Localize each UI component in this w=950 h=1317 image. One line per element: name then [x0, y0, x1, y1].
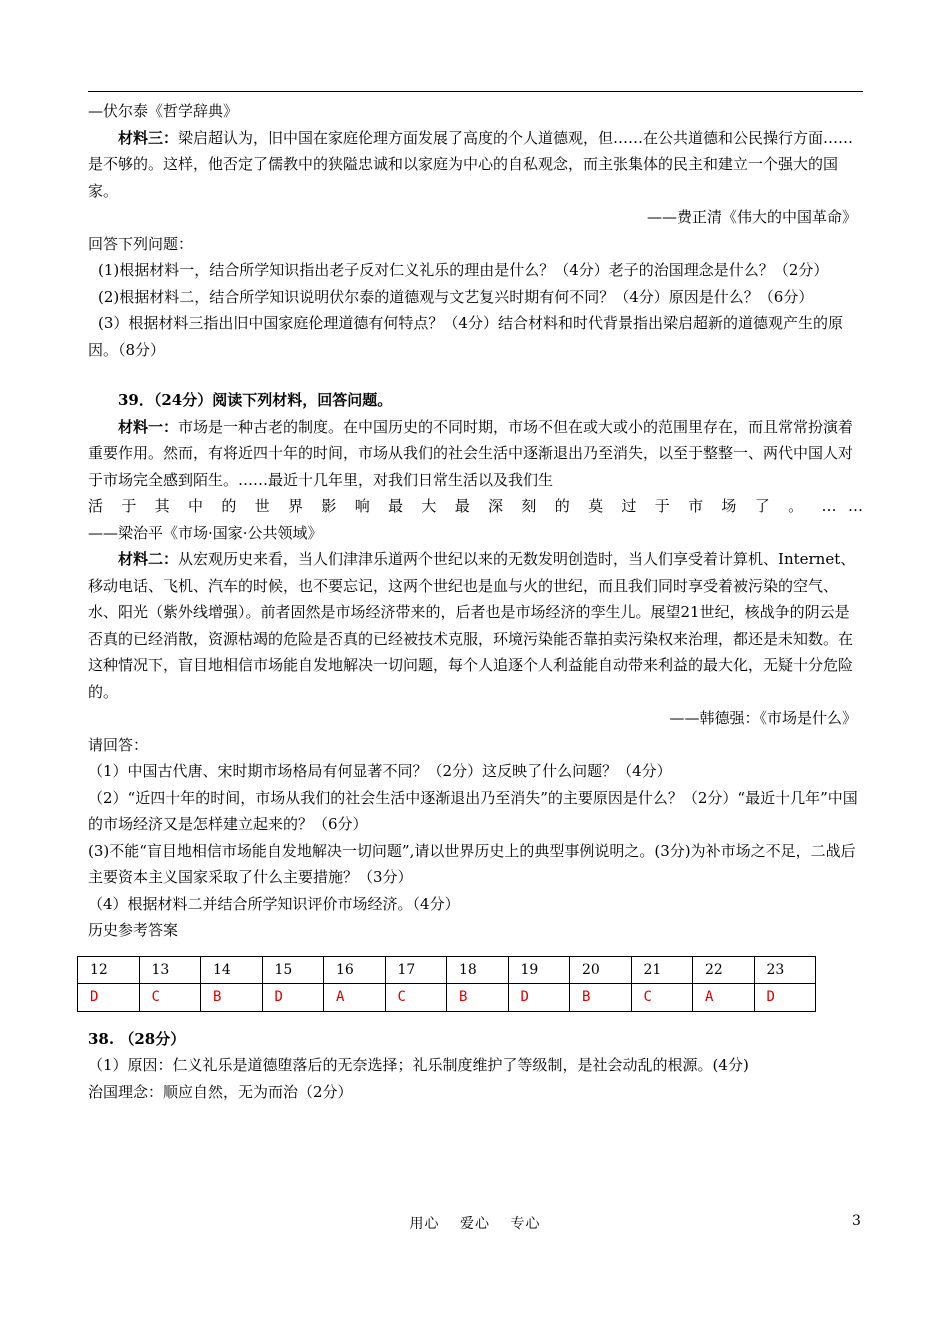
question-38-3: (3）根据材料三指出旧中国家庭伦理道德有何特点？（4分）结合材料和时代背景指出梁启超新的道德观产生的原因。（8分） [88, 314, 843, 359]
answer-letter-row [78, 984, 816, 1012]
material-three-text: 梁启超认为，旧中国在家庭伦理方面发展了高度的个人道德观，但……在公共道德和公民操行方面……是不够的。这样，他否定了儒教中的狭隘忠诚和以家庭为中心的自私观念，而主张集体的民主和建立一个强大的国家。 [88, 128, 854, 200]
answer-38-1: （1）原因：仁义礼乐是道德堕落后的无奈选择；礼乐制度维护了等级制，是社会动乱的根源。(4分) [88, 1056, 749, 1074]
question-39-intro: 请回答： [88, 735, 149, 754]
question-38-2: (2)根据材料二，结合所学知识说明伏尔泰的道德观与文艺复兴时期有何不同？（4分）原因是什么？（6分） [98, 287, 814, 306]
questions-intro: 回答下列问题： [88, 234, 194, 253]
page-number: 3 [852, 1213, 861, 1229]
material-two-source: ——韩德强：《市场是什么》 [669, 709, 857, 727]
material-one-last-line: 活 于 其 中 的 世 界 影 响 最 大 最 深 刻 的 莫 过 于 市 场 了 。 … … [88, 497, 863, 515]
material-two [88, 546, 863, 705]
question-39-3: (3)不能“盲目地相信市场能自发地解决一切问题”,请以世界历史上的典型事例说明之。(3分)为补市场之不足，二战后主要资本主义国家采取了什么主要措施？（3分） [88, 841, 856, 886]
answer-38-2: 治国理念：顺应自然，无为而治（2分） [88, 1082, 353, 1101]
material-three-source: ——费正清《伟大的中国革命》 [646, 208, 857, 226]
question-number: 16 [324, 956, 386, 984]
page-footer: 用心 爱心 专心 [409, 1216, 541, 1232]
question-number: 23 [754, 956, 816, 984]
question-39-title: 39．（24分）阅读下列材料，回答问题。 [118, 391, 393, 409]
material-three-label: 材料三： [118, 128, 179, 147]
answer-letter: C [139, 984, 201, 1012]
answer-letter: B [570, 984, 632, 1012]
answer-letter: B [447, 984, 509, 1012]
question-number: 20 [570, 956, 632, 984]
answer-letter: A [324, 984, 386, 1012]
question-39-4: （4）根据材料二并结合所学知识评价市场经济。（4分） [88, 894, 460, 913]
material-one-source: ——梁治平《市场·国家·公共领域》 [88, 523, 323, 542]
answer-letter: D [262, 984, 324, 1012]
material-two-text: 从宏观历史来看，当人们津津乐道两个世纪以来的无数发明创造时，当人们享受着计算机、Internet、移动电话、飞机、汽车的时候，也不要忘记，这两个世纪也是血与火的世纪，而且我们同时享受着被污染的空气、水、阳光（紫外线增强）。前者固然是市场经济带来的，后者也是市场经济的孪生儿。展望21世纪，核战争的阴云是否真的已经消散，资源枯竭的危险是否真的已经被技术克服，环境污染能否靠拍卖污染权来治理，都还是未知数。在这种情况下，盲目地相信市场能自发地解决一切问题，每个人追逐个人利益能自动带来利益的最大化，无疑十分危险的。 [88, 550, 856, 701]
header-rule [88, 91, 863, 92]
answer-letter: D [78, 984, 140, 1012]
material-one [88, 414, 863, 494]
answer-letter: C [385, 984, 447, 1012]
answer-letter: B [201, 984, 263, 1012]
question-38-1: (1)根据材料一，结合所学知识指出老子反对仁义礼乐的理由是什么？（4分）老子的治国理念是什么？（2分） [98, 261, 829, 279]
answer-letter: D [508, 984, 570, 1012]
question-number: 19 [508, 956, 570, 984]
voltaire-source: —伏尔泰《哲学辞典》 [88, 102, 239, 120]
material-two-label: 材料二： [118, 550, 179, 568]
question-39-1: （1）中国古代唐、宋时期市场格局有何显著不同？（2分）这反映了什么问题？（4分） [88, 762, 672, 780]
answer-letter: A [693, 984, 755, 1012]
question-number: 21 [631, 956, 693, 984]
question-number: 17 [385, 956, 447, 984]
material-one-label: 材料一： [118, 417, 179, 436]
question-number: 14 [201, 956, 263, 984]
answer-letter: D [754, 984, 816, 1012]
material-one-text: 市场是一种古老的制度。在中国历史的不同时期，市场不但在或大或小的范围里存在，而且常常扮演着重要作用。然而，有将近四十年的时间，市场从我们的社会生活中逐渐退出乃至消失，以至于整整一、两代中国人对于市场完全感到陌生。……最近十几年里，对我们日常生活以及我们生 [88, 417, 854, 489]
question-number: 15 [262, 956, 324, 984]
answer-38-title: 38. （28分） [88, 1029, 186, 1048]
question-number: 22 [693, 956, 755, 984]
question-number: 13 [139, 956, 201, 984]
answer-table [77, 956, 816, 1012]
answer-number-row [78, 956, 816, 984]
question-number: 12 [78, 956, 140, 984]
answer-title: 历史参考答案 [88, 921, 179, 939]
answer-letter: C [631, 984, 693, 1012]
material-three [88, 125, 863, 205]
question-number: 18 [447, 956, 509, 984]
document-body [88, 98, 863, 1105]
question-39-2: （2）“近四十年的时间，市场从我们的社会生活中逐渐退出乃至消失”的主要原因是什么？（2分）“最近十几年”中国的市场经济又是怎样建立起来的？（6分） [88, 788, 858, 833]
